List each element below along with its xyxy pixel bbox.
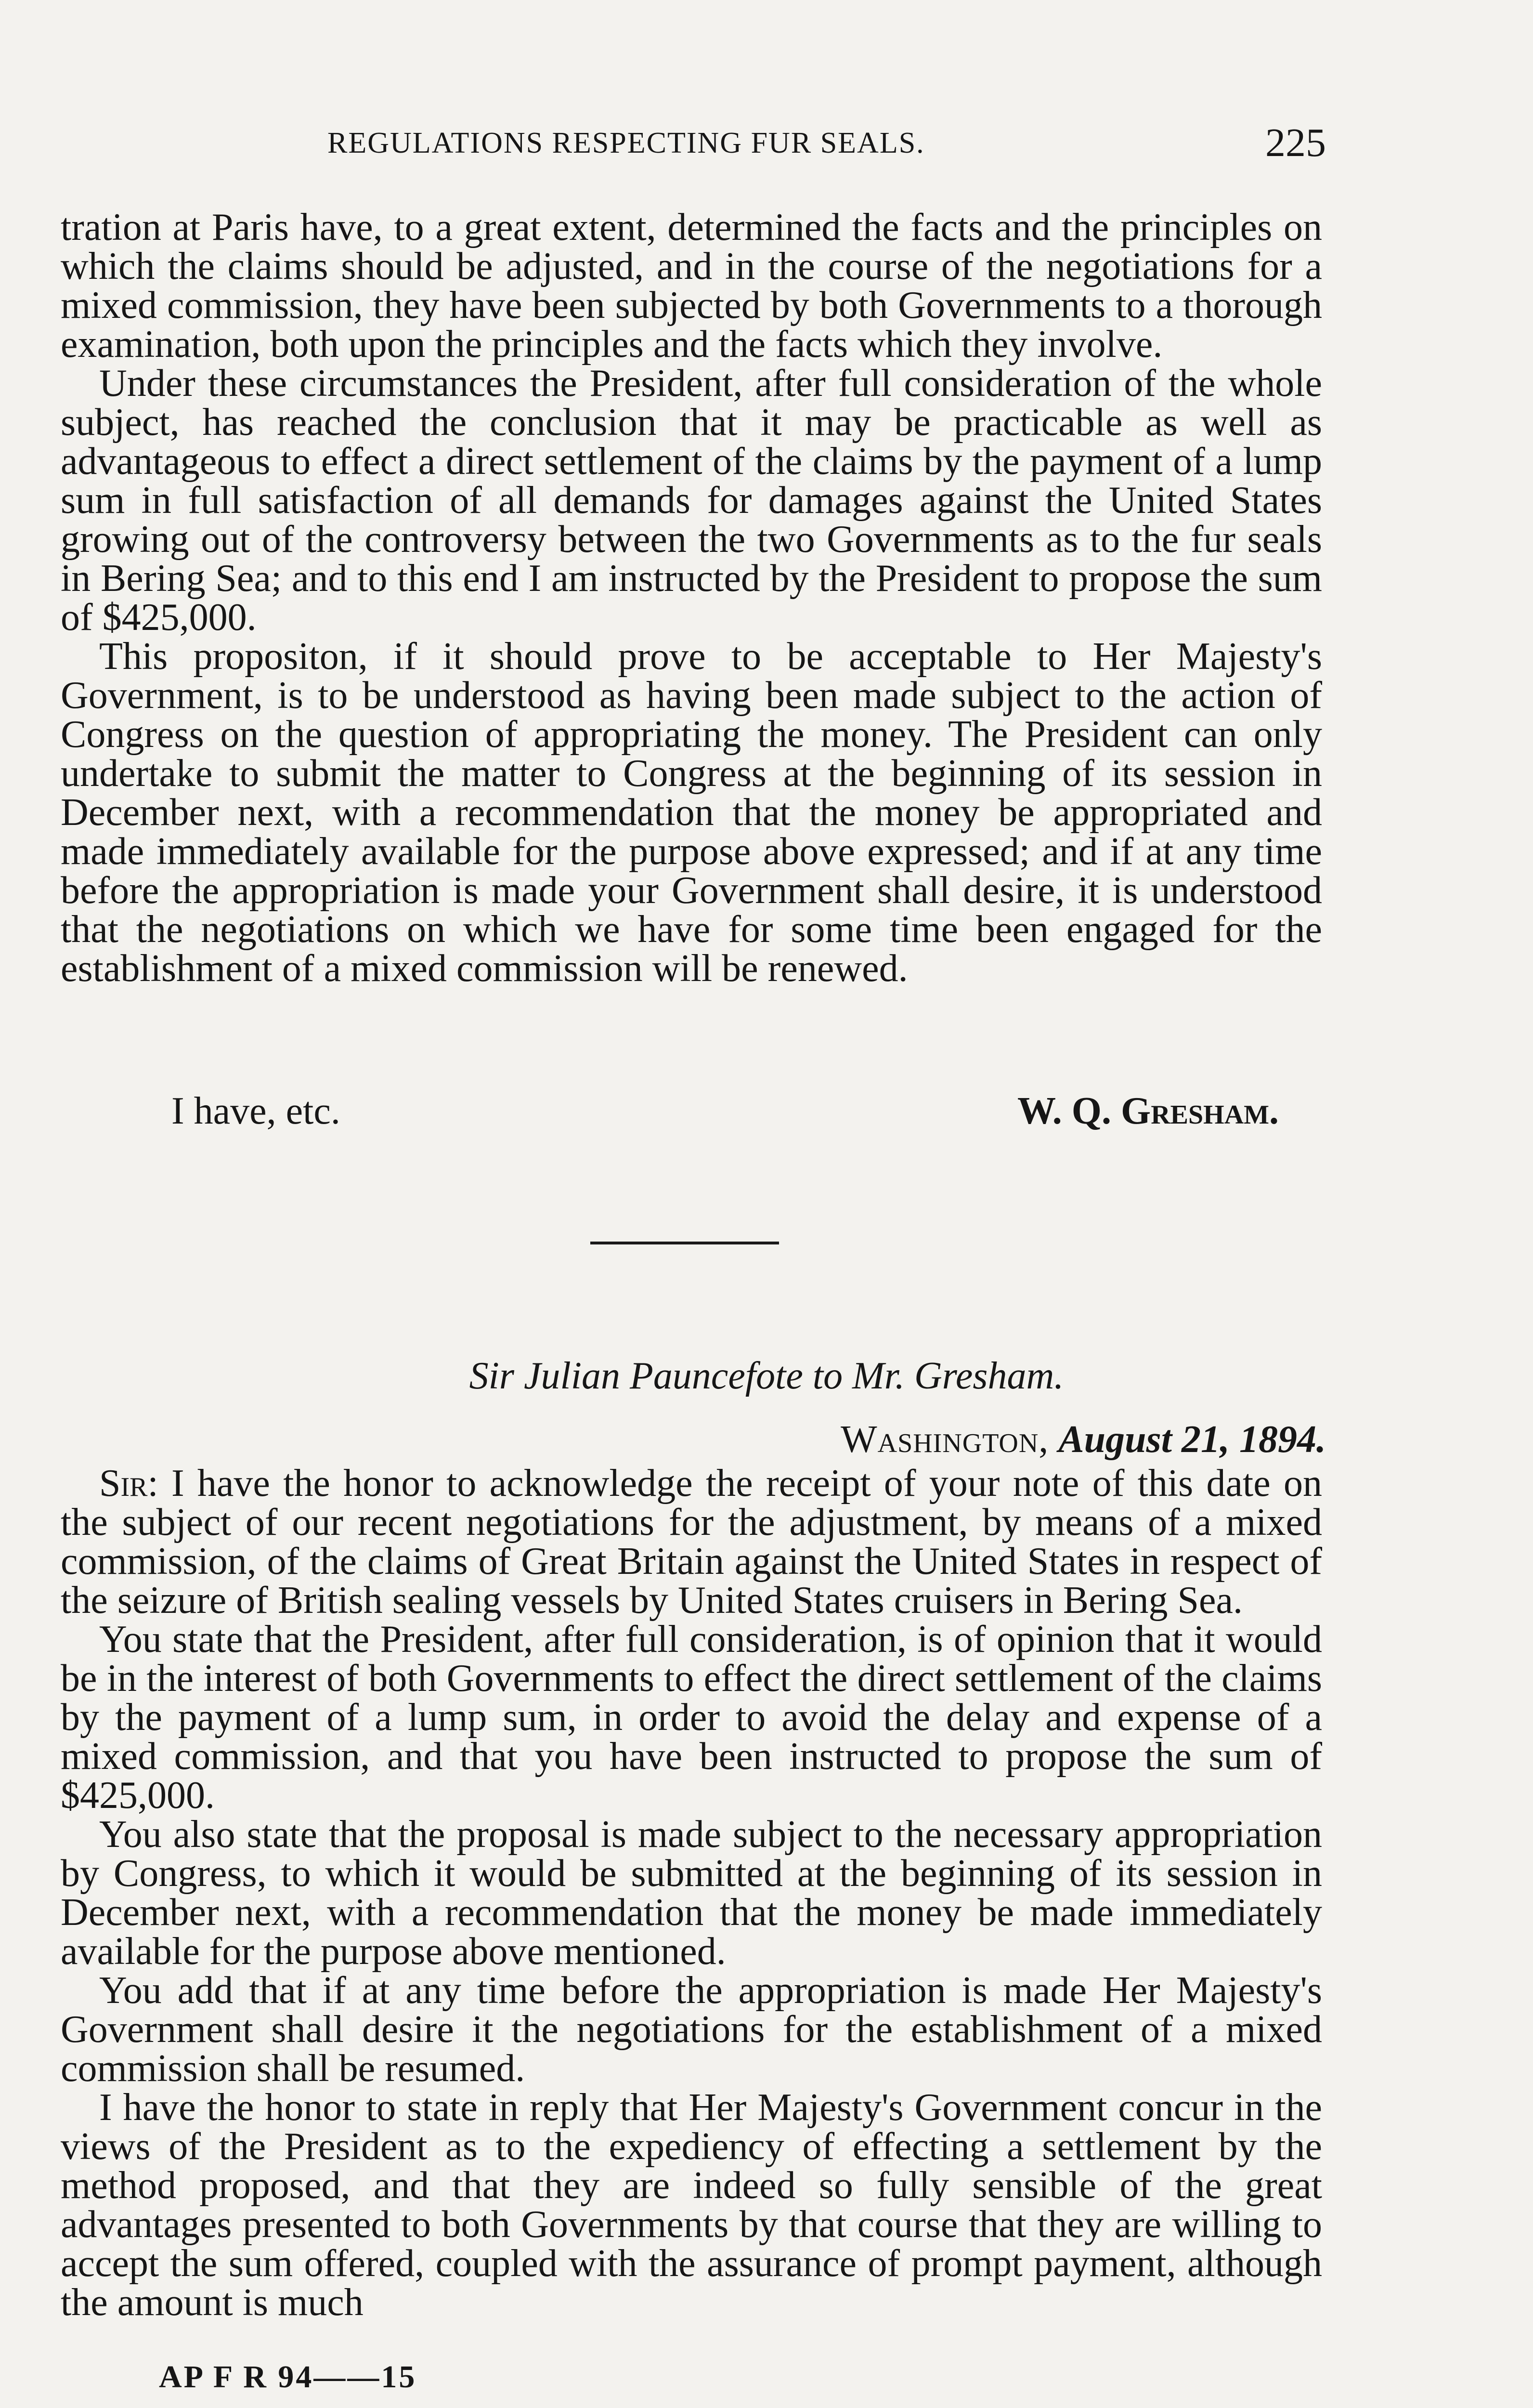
dateline-place: Washington, [841, 1418, 1049, 1461]
section-divider [590, 1242, 779, 1244]
dateline-date: August 21, 1894. [1058, 1418, 1326, 1461]
paragraph: This propositon, if it should prove to be acceptable to Her Majesty's Government, is to be understood as having been made subject to the action of Congress on the question of appropriating the money. The President can only undertake to submit the matter to Congress at the beginning of its session in December next, with a recommendation that the money be appropriated and made immediately available for the purpose above expressed; and if at any time before the appropriation is made your Government shall desire, it is understood that the negotiations on which we have for some time been engaged for the establishment of a mixed commission will be renewed. [61, 635, 1322, 990]
paragraph [61, 1464, 1322, 1620]
dateline [841, 1418, 1326, 1462]
paragraph: tration at Paris have, to a great extent, determined the facts and the principles on which the claims should be adjusted, and in the course of the negotiations for a mixed commission, they have been subjected by both Governments to a thorough examination, both upon the principles and the facts which they involve. [61, 206, 1322, 366]
paragraph: You state that the President, after full consideration, is of opinion that it would be in the interest of both Governments to effect the direct settlement of the claims by the payment of a lump sum, in order to avoid the delay and expense of a mixed commission, and that you have been instructed to propose the sum of $425,000. [61, 1618, 1322, 1817]
printer-signature-mark: AP F R 94——15 [159, 2359, 417, 2395]
closing-phrase: I have, etc. [171, 1090, 340, 1132]
letter-gresham-body [61, 208, 1322, 988]
page-number: 225 [1265, 120, 1326, 165]
paragraph: Under these circumstances the President, after full consideration of the whole subject, has reached the conclusion that it may be practicable as well as advantageous to effect a direct settlement of the claims by the payment of a lump sum in full satisfaction of all demands for damages against the United States growing out of the controversy between the two Governments as to the fur seals in Bering Sea; and to this end I am instructed by the President to propose the sum of $425,000. [61, 362, 1322, 639]
paragraph: I have the honor to state in reply that Her Majesty's Government concur in the views of the President as to the expediency of effecting a settlement by the method proposed, and that they are indeed so fully sensible of the great advantages presented to both Governments by that course that they are willing to accept the sum offered, coupled with the assurance of prompt payment, although the amount is much [61, 2086, 1322, 2324]
letter-heading: Sir Julian Pauncefote to Mr. Gresham. [469, 1355, 1064, 1397]
salutation: Sir: [99, 1462, 158, 1505]
running-head: REGULATIONS RESPECTING FUR SEALS. [327, 127, 925, 159]
paragraph-text: I have the honor to acknowledge the receipt of your note of this date on the subject of our recent negotiations for the adjustment, by means of a mixed commission, of the claims of Great Britain against the United States in respect of the seizure of British sealing vessels by United States cruisers in Bering Sea. [61, 1462, 1323, 1622]
paragraph: You also state that the proposal is made subject to the necessary appropriation by Congress, to which it would be submitted at the beginning of its session in December next, with a recommendation that the money be made immediately available for the purpose above mentioned. [61, 1813, 1322, 1973]
letter-pauncefote-body [61, 1464, 1322, 2322]
signature: W. Q. Gresham. [1017, 1090, 1279, 1132]
paragraph: You add that if at any time before the appropriation is made Her Majesty's Government shall desire it the negotiations for the establishment of a mixed commission shall be resumed. [61, 1969, 1322, 2090]
